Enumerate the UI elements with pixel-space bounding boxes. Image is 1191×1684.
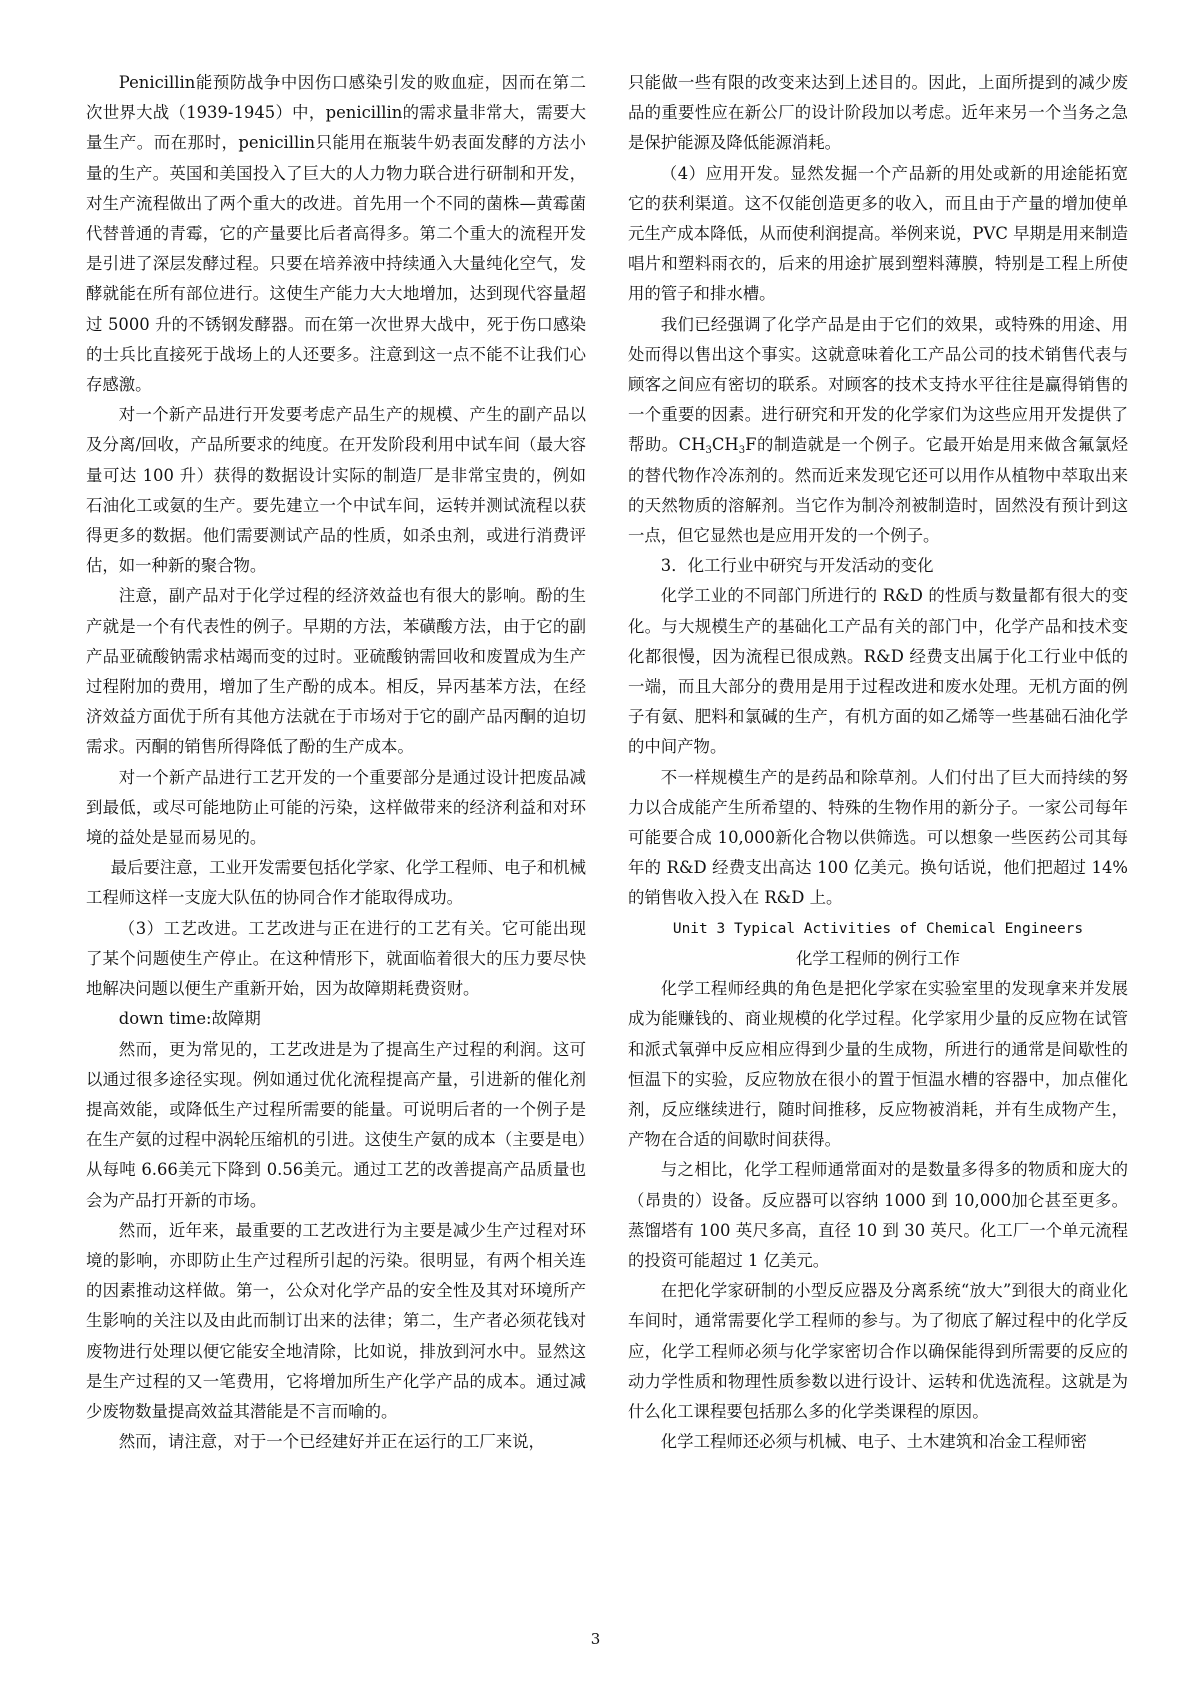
paragraph-scale-comparison: 与之相比，化学工程师通常面对的是数量多得多的物质和庞大的（昂贵的）设备。反应器可以容纳 1000 到 10,000加仑甚至更多。蒸馏塔有 100 英尺多高，直径 10 到 30 英尺。化工厂一个单元流程的投资可能超过 1 亿美元。	[628, 1160, 1128, 1270]
paragraph-classic-role: 化学工程师经典的角色是把化学家在实验室里的发现拿来并发展成为能赚钱的、商业规模的化学过程。化学家用少量的反应物在试管和派式氧弹中反应相应得到少量的生成物，所进行的通常是间歇性的恒温下的实验，反应物放在很小的置于恒温水槽的容器中，加点催化剂，反应继续进行，随时间推移，反应物被消耗，并有生成物产生，产物在合适的间歇时间获得。	[628, 979, 1128, 1150]
unit-title-english: Unit 3 Typical Activities of Chemical Engineers	[672, 920, 1084, 937]
unit-title-chinese: 化学工程师的例行工作	[796, 948, 960, 968]
formula-example-text: 的制造就是一个例子。它最开始是用来做含氟氯烃的替代物作冷冻剂的。然而近来发现它还可以用作从植物中萃取出来的天然物质的溶解剂。当它作为制冷剂被制造时，固然没有预计到这一点，但它显然也是应用开发的一个例子。	[628, 435, 1129, 546]
right-column	[628, 68, 1128, 1457]
paragraph-process-improvement: （3）工艺改进。工艺改进与正在进行的工艺有关。它可能出现了某个问题使生产停止。在这种情形下，就面临着很大的压力要尽快地解决问题以便生产重新开始，因为故障期耗费资财。	[86, 918, 586, 999]
paragraph-existing-plant: 然而，请注意，对于一个已经建好并正在运行的工厂来说，	[118, 1432, 545, 1452]
paragraph-waste-minimization: 对一个新产品进行工艺开发的一个重要部分是通过设计把废品减到最低，或尽可能地防止可能的污染，这样做带来的经济利益和对环境的益处是显而易见的。	[86, 767, 586, 848]
page-number: 3	[590, 1630, 601, 1648]
chemical-formula: $CH_3CH_3F$	[678, 435, 757, 457]
paragraph-collaboration: 化学工程师还必须与机械、电子、土木建筑和冶金工程师密	[660, 1432, 1087, 1452]
vocab-note-down-time: down time:故障期	[118, 1009, 261, 1029]
paragraph-technical-sales	[628, 310, 1128, 552]
paragraph-byproducts: 注意，副产品对于化学过程的经济效益也有很大的影响。酚的生产就是一个有代表性的例子。早期的方法，苯磺酸方法，由于它的副产品亚硫酸钠需求枯竭而变的过时。亚硫酸钠需回收和废置成为生产过程附加的费用，增加了生产酚的成本。相反，异丙基苯方法，在经济效益方面优于所有其他方法就在于市场对于它的副产品丙酮的迫切需求。丙酮的销售所得降低了酚的生产成本。	[86, 586, 586, 757]
section-heading-rd-changes: 3．化工行业中研究与开发活动的变化	[660, 556, 934, 576]
left-column	[86, 68, 586, 1457]
paragraph-application-development: （4）应用开发。显然发掘一个产品新的用处或新的用途能拓宽它的获利渠道。这不仅能创造更多的收入，而且由于产量的增加使单元生产成本降低，从而使利润提高。举例来说，PVC 早期是用来制造唱片和塑料雨衣的，后来的用途扩展到塑料薄膜，特别是工程上所使用的管子和排水槽。	[628, 163, 1128, 304]
paragraph-new-product-development: 对一个新产品进行开发要考虑产品生产的规模、产生的副产品以及分离/回收，产品所要求的纯度。在开发阶段利用中试车间（最大容量可达 100 升）获得的数据设计实际的制造厂是非常宝贵的，例如石油化工或氨的生产。要先建立一个中试车间，运转并测试流程以获得更多的数据。他们需要测试产品的性质，如杀虫剂，或进行消费评估，如一种新的聚合物。	[86, 405, 586, 576]
paragraph-teamwork: 最后要注意，工业开发需要包括化学家、化学工程师、电子和机械工程师这样一支庞大队伍的协同合作才能取得成功。	[86, 858, 586, 908]
paragraph-pharmaceuticals: 不一样规模生产的是药品和除草剂。人们付出了巨大而持续的努力以合成能产生所希望的、特殊的生物作用的新分子。一家公司每年可能要合成 10,000新化合物以供筛选。可以想象一些医药公司其每年的 R&D 经费支出高达 100 亿美元。换句话说，他们把超过 14% 的销售收入投入在 R&D 上。	[628, 767, 1128, 908]
technical-sales-text: 我们已经强调了化学产品是由于它们的效果，或特殊的用途、用处而得以售出这个事实。这就意味着化工产品公司的技术销售代表与顾客之间应有密切的联系。对顾客的技术支持水平往往是赢得销售的一个重要的因素。进行研究和开发的化学家们为这些应用开发提供了帮助。	[628, 314, 1128, 455]
paragraph-continued: 只能做一些有限的改变来达到上述目的。因此，上面所提到的减少废品的重要性应在新公厂的设计阶段加以考虑。近年来另一个当务之急是保护能源及降低能源消耗。	[628, 73, 1128, 153]
paragraph-profit-improvement: 然而，更为常见的，工艺改进是为了提高生产过程的利润。这可以通过很多途径实现。例如通过优化流程提高产量，引进新的催化剂提高效能，或降低生产过程所需要的能量。可说明后者的一个例子是在生产氨的过程中涡轮压缩机的引进。这使生产氨的成本（主要是电）从每吨 6.66美元下降到 0.56美元。通过工艺的改善提高产品质量也会为产品打开新的市场。	[86, 1039, 586, 1210]
paragraph-environment: 然而，近年来，最重要的工艺改进行为主要是减少生产过程对环境的影响，亦即防止生产过程所引起的污染。很明显，有两个相关连的因素推动这样做。第一，公众对化学产品的安全性及其对环境所产生影响的关注以及由此而制订出来的法律；第二，生产者必须花钱对废物进行处理以便它能安全地清除，比如说，排放到河水中。显然这是生产过程的又一笔费用，它将增加所生产化学产品的成本。通过减少废物数量提高效益其潜能是不言而喻的。	[86, 1220, 586, 1421]
paragraph-scale-up: 在把化学家研制的小型反应器及分离系统“放大”到很大的商业化车间时，通常需要化学工程师的参与。为了彻底了解过程中的化学反应，化学工程师必须与化学家密切合作以确保能得到所需要的反应的动力学性质和物理性质参数以进行设计、运转和优选流程。这就是为什么化工课程要包括那么多的化学类课程的原因。	[628, 1281, 1128, 1421]
paragraph-rd-sectors: 化学工业的不同部门所进行的 R&D 的性质与数量都有很大的变化。与大规模生产的基础化工产品有关的部门中，化学产品和技术变化都很慢，因为流程已很成熟。R&D 经费支出属于化工行业中低的一端，而且大部分的费用是用于过程改进和废水处理。无机方面的例子有氨、肥料和氯碱的生产，有机方面的如乙烯等一些基础石油化学的中间产物。	[628, 586, 1128, 757]
paragraph-penicillin: Penicillin能预防战争中因伤口感染引发的败血症，因而在第二次世界大战（1939-1945）中，penicillin的需求量非常大，需要大量生产。而在那时，penicillin只能用在瓶装牛奶表面发酵的方法小量的生产。英国和美国投入了巨大的人力物力联合进行研制和开发，对生产流程做出了两个重大的改进。首先用一个不同的菌株—黄霉菌代替普通的青霉，它的产量要比后者高得多。第二个重大的流程开发是引进了深层发酵过程。只要在培养液中持续通入大量纯化空气，发酵就能在所有部位进行。这使生产能力大大地增加，达到现代容量超过 5000 升的不锈钢发酵器。而在第一次世界大战中，死于伤口感染的士兵比直接死于战场上的人还要多。注意到这一点不能不让我们心存感激。	[86, 73, 586, 395]
